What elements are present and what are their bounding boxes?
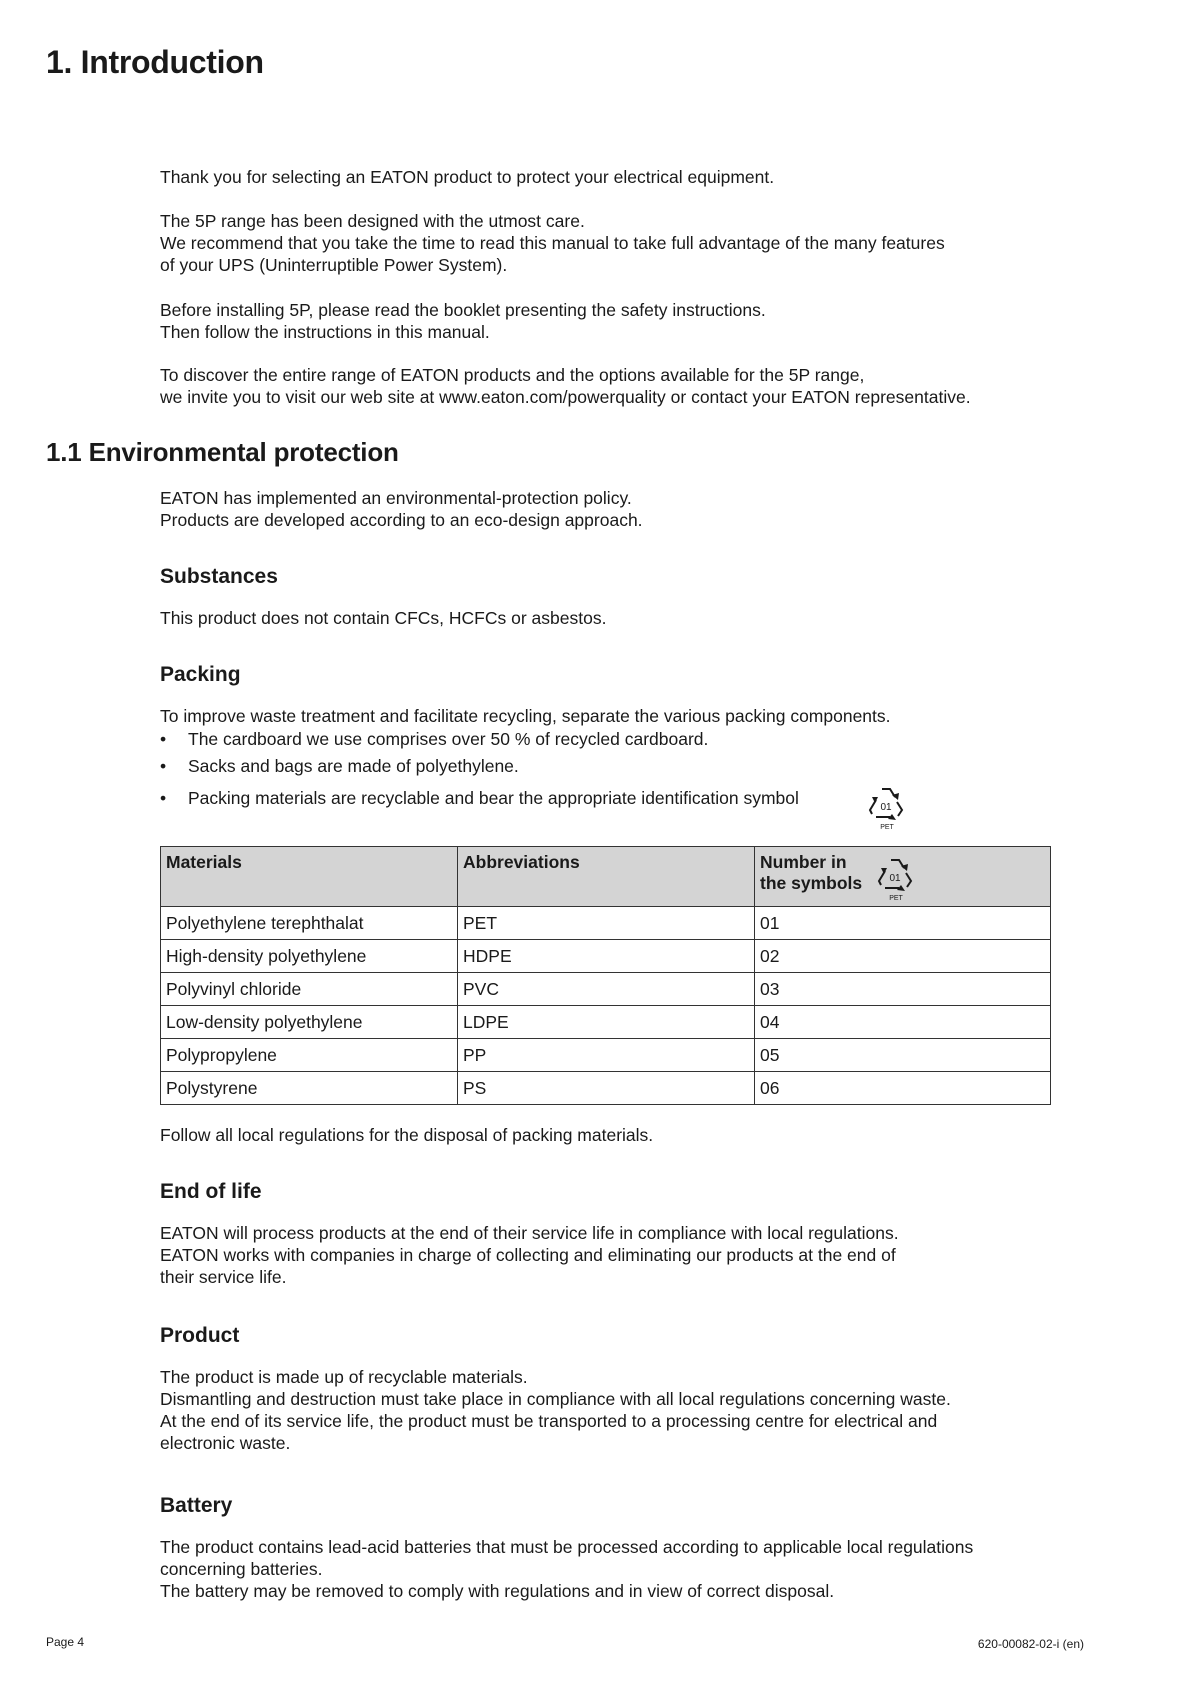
svg-text:01: 01 xyxy=(889,873,901,884)
substances-text: This product does not contain CFCs, HCFCs or asbestos. xyxy=(160,608,607,628)
end-of-life-text: EATON will process products at the end of their service life in compliance with local regulations. EATON works with companies in charge of collecting and eliminating our products at the end of their service life. xyxy=(160,1223,899,1287)
recycle-code: PET xyxy=(880,824,894,831)
subheading-product: Product xyxy=(160,1324,240,1347)
section-heading-environmental: 1.1 Environmental protection xyxy=(46,437,399,467)
page-title: 1. Introduction xyxy=(46,44,264,80)
document-reference: 620-00082-02-i (en) xyxy=(977,1637,1084,1651)
header-materials: Materials xyxy=(161,847,458,907)
product-text: The product is made up of recyclable materials. Dismantling and destruction must take place in compliance with all local regulations concerning waste. At the end of its service life, the product must be transported to a processing centre for electrical and electronic waste. xyxy=(160,1367,951,1453)
intro-paragraph-4: To discover the entire range of EATON products and the options available for the 5P range, we invite you to visit our web site at www.eaton.com/powerquality or contact your EATON representative. xyxy=(160,365,971,407)
subheading-battery: Battery xyxy=(160,1494,233,1517)
manual-page: 1. Introduction Thank you for selecting an EATON product to protect your electrical equipment. The 5P range has been designed with the utmost care. We recommend that you take the time to read this manual to take full advantage of the many features of your UPS (Uninterruptible Power System). Before installing 5P, please read the booklet presenting the safety instructions. Then follow the instructions in this manual. To discover the entire range of EATON products and the options available for the 5P range, we invite you to visit our web site at www.eaton.com/powerquality or contact your EATON representative. 1.1 Environmental protection EATON has implemented an environmental-protection policy. Products are developed according to an eco-design approach. Substances This product does not contain CFCs, HCFCs or asbestos. Packing To improve waste treatment and facilitate recycling, separate the various packing components. • The cardboard we use comprises over 50 % of recycled cardboard. • Sacks and bags are made of polyethylene. • Packing materials are recyclable and bear the appropriate identification symbol 01 PET Materials Abbreviations Number in the symbols 01 PET Polyethylene terephthalat PET 01 High-density polyethylene HDPE 02 Polyvinyl chloride PVC 03 Low-density polyethylene LDPE 04 Polypropylene PP 05 Polystyrene PS 06 Follow all local regulations for the disposal of packing materials. End of life EATON will process products at the end of their service life in compliance with local regulations. EATON works with companies in charge of collecting and eliminating our products at the end of their service life. Product The product is made up of recyclable materials. Dismantling and destruction must take place in compliance with all local regulations concerning waste. At the end of its service life, the product must be transported to a processing centre for electrical and electronic waste. Battery The product contains lead-acid batteries that must be processed according to applicable local regulations concerning batteries. The battery may be removed to comply with regulations and in view of correct disposal. Page 4 620-00082-02-i (en) xyxy=(0,0,1191,1684)
bullet-icon: • xyxy=(160,788,167,808)
bullet-icon: • xyxy=(160,756,167,776)
packing-disposal-note: Follow all local regulations for the disposal of packing materials. xyxy=(160,1125,654,1145)
recycle-number: 01 xyxy=(880,802,892,813)
table-row: Polystyrene PS 06 xyxy=(161,1072,1051,1105)
materials-table xyxy=(160,846,1051,1105)
table-header-row xyxy=(161,847,1051,907)
intro-paragraph-2: The 5P range has been designed with the utmost care. We recommend that you take the time to read this manual to take full advantage of the many features of your UPS (Uninterruptible Power System). xyxy=(160,211,945,275)
table-row: High-density polyethylene HDPE 02 xyxy=(161,940,1051,973)
subheading-packing: Packing xyxy=(160,663,241,686)
table-row: Polypropylene PP 05 xyxy=(161,1039,1051,1072)
intro-paragraph-3: Before installing 5P, please read the booklet presenting the safety instructions. Then follow the instructions in this manual. xyxy=(160,300,766,342)
recycle-pet-icon xyxy=(866,783,906,831)
svg-text:PET: PET xyxy=(889,895,903,902)
bullet-icon: • xyxy=(160,729,167,749)
packing-intro: To improve waste treatment and facilitate recycling, separate the various packing components. xyxy=(160,706,891,726)
table-row: Polyethylene terephthalat PET 01 xyxy=(161,907,1051,940)
table-row: Low-density polyethylene LDPE 04 xyxy=(161,1006,1051,1039)
header-number: Number in the symbols 01 PET xyxy=(755,847,1051,907)
page-number: Page 4 xyxy=(46,1635,85,1649)
subheading-substances: Substances xyxy=(160,565,278,588)
env-paragraph: EATON has implemented an environmental-protection policy. Products are developed according to an eco-design approach. xyxy=(160,488,643,530)
recycle-pet-icon xyxy=(875,854,915,902)
intro-paragraph-1: Thank you for selecting an EATON product to protect your electrical equipment. xyxy=(160,167,775,187)
table-row: Polyvinyl chloride PVC 03 xyxy=(161,973,1051,1006)
battery-text: The product contains lead-acid batteries that must be processed according to applicable local regulations concerning batteries. The battery may be removed to comply with regulations and in view of correct disposal. xyxy=(160,1537,974,1601)
subheading-end-of-life: End of life xyxy=(160,1180,262,1203)
header-abbreviations: Abbreviations xyxy=(458,847,755,907)
